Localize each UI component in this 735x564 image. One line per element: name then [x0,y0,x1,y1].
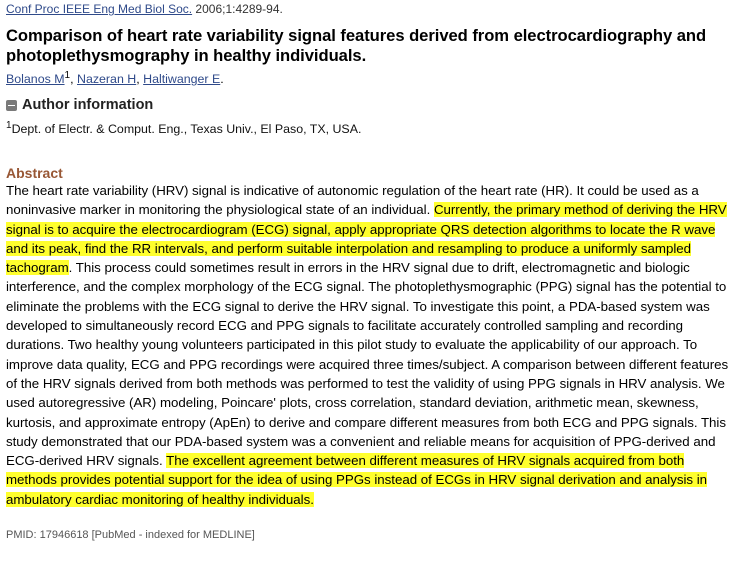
author-list-end: . [220,72,224,86]
author-link-nazeran[interactable]: Nazeran H [77,72,137,86]
abstract-segment: . This process could sometimes result in errors in the HRV signal due to drift, electromagnetic and biologic interference, and the complex morphology of the ECG signal. The photoplethysmographic (PPG) signal has the potential to eliminate the problems with the ECG signal to derive the HRV signal. To investigate this point, a PDA-based system was developed to simultaneously record ECG and PPG signals to facilitate accurately controlled sampling and recording durations. Two healthy young volunteers participated in this pilot study to evaluate the applicability of our approach. To improve data quality, ECG and PPG recordings were acquired three times/subject. A comparison between different features of the HRV signals derived from both methods was performed to test the validity of using PPG signals in HRV analysis. We used autoregressive (AR) modeling, Poincare' plots, cross correlation, standard deviation, arithmetic mean, skewness, kurtosis, and approximate entropy (ApEn) to derive and compare different measures from both ECG and PPG signals. This study demonstrated that our PDA-based system was a convenient and reliable means for acquisition of PPG-derived and ECG-derived HRV signals. [6,260,729,469]
pmid-line: PMID: 17946618 [PubMed - indexed for MEDLINE] [6,529,255,542]
affiliation [6,121,733,137]
author-information-label: Author information [22,97,154,113]
abstract-segment: The heart rate variability (HRV) signal is indicative of autonomic regulation of the heart rate (HR). It could be used as a noninvasive marker in monitoring the physiological state of an individual. [6,183,699,218]
author-link-bolanos[interactable]: Bolanos M [6,72,65,86]
highlighted-segment: Currently, the primary method of deriving the HRV signal is to acquire the electrocardiogram (ECG) signal, apply appropriate QRS detection algorithms to locate the R wave and its peak, find the RR intervals, and perform suitable interpolation and resampling to produce a uniformly sampled tachogram [6,202,727,276]
citation-details: 2006;1:4289-94. [192,2,283,16]
affiliation-text: Dept. of Electr. & Comput. Eng., Texas Univ., El Paso, TX, USA. [11,122,362,136]
author-list [6,71,733,87]
article-title: Comparison of heart rate variability signal features derived from electrocardiography and photoplethysmography in healthy individuals. [6,26,707,65]
collapse-icon[interactable] [6,100,17,111]
abstract-heading: Abstract [6,165,63,181]
article-view [6,0,733,542]
author-separator: , [70,72,77,86]
affiliation-sup: 1 [6,119,12,131]
citation-line [6,2,733,16]
author-affil-sup: 1 [64,69,71,81]
highlighted-segment: The excellent agreement between different measures of HRV signals acquired from both methods provides potential support for the idea of using PPGs instead of ECGs in HRV signal derivation and analysis in ambulatory cardiac monitoring of healthy individuals. [6,453,708,507]
author-information-toggle[interactable] [6,97,733,113]
journal-link[interactable]: Conf Proc IEEE Eng Med Biol Soc. [6,2,193,16]
author-link-haltiwanger[interactable]: Haltiwanger E [143,72,221,86]
author-separator: , [136,72,144,86]
abstract-text [6,181,733,509]
